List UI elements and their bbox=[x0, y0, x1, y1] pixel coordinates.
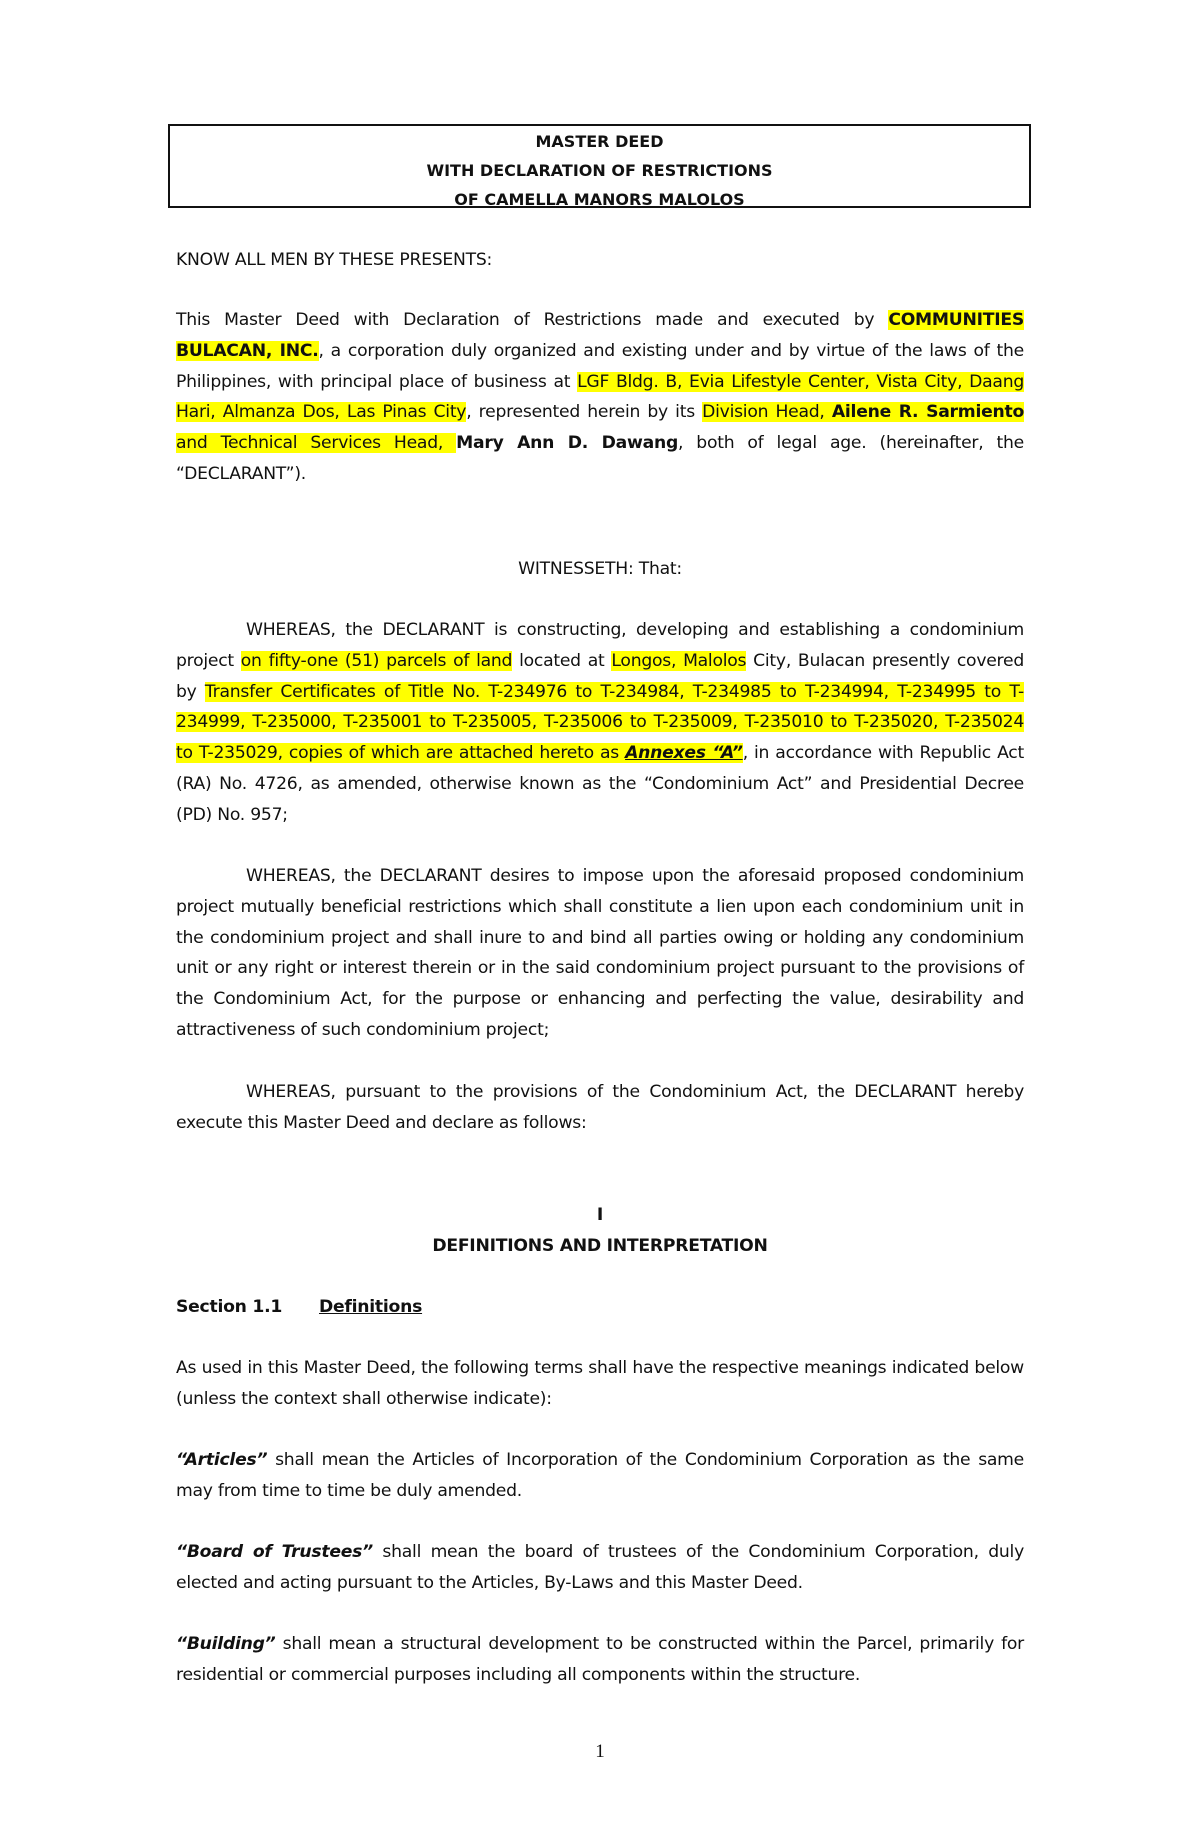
witnesseth-line: WITNESSETH: That: bbox=[518, 559, 682, 579]
article-number: I bbox=[596, 1205, 604, 1225]
definition-term: “Board of Trustees” bbox=[176, 1542, 373, 1562]
section-title: Definitions bbox=[319, 1297, 423, 1317]
parcels-count: on fifty-one (51) parcels of land bbox=[240, 650, 513, 671]
whereas-paragraph-3: WHEREAS, pursuant to the provisions of the Condominium Act, the DECLARANT hereby execute this Master Deed and declare as follows: bbox=[176, 1082, 1024, 1133]
whereas-paragraph-2: WHEREAS, the DECLARANT desires to impose upon the aforesaid proposed condominium project mutually beneficial restrictions which shall constitute a lien upon each condominium unit in the condominium project and shall inure to and bind all parties owing or holding any condominium unit or any right or interest therein or in the said condominium project pursuant to the provisions of the Condominium Act, for the purpose or enhancing and perfecting the value, desirability and attractiveness of such condominium project; bbox=[176, 866, 1024, 1040]
technical-head-label: and Technical Services Head, bbox=[176, 433, 457, 454]
title-line-1: MASTER DEED bbox=[535, 132, 664, 151]
business-address: LGF Bldg. B, Evia Lifestyle Center, Vista City, Daang Hari, Almanza Dos, Las Pinas City bbox=[176, 371, 1024, 423]
definition-term: “Building” bbox=[176, 1634, 276, 1654]
article-title: DEFINITIONS AND INTERPRETATION bbox=[432, 1236, 768, 1256]
intro-paragraph bbox=[176, 305, 1024, 490]
section-heading bbox=[176, 1292, 1024, 1323]
definition-text: shall mean the Articles of Incorporation of the Condominium Corporation as the same may from time to time be duly amended. bbox=[176, 1450, 1024, 1501]
title-line-2: WITH DECLARATION OF RESTRICTIONS bbox=[426, 161, 773, 180]
division-head-name: Ailene R. Sarmiento bbox=[831, 402, 1024, 423]
definition-item bbox=[176, 1629, 1024, 1691]
title-box bbox=[168, 124, 1031, 208]
title-line-3: OF CAMELLA MANORS MALOLOS bbox=[454, 190, 745, 209]
know-all-line: KNOW ALL MEN BY THESE PRESENTS: bbox=[176, 250, 493, 270]
definition-term: “Articles” bbox=[176, 1450, 268, 1470]
page-number: 1 bbox=[595, 1741, 605, 1762]
whereas1-text-1: WHEREAS, the DECLARANT is constructing, developing and establishing a condominium project bbox=[176, 620, 1024, 671]
technical-head-name: Mary Ann D. Dawang bbox=[456, 433, 679, 454]
intro-text-2: , a corporation duly organized and existing under and by virtue of the laws of the Philippines, with principal place of business at bbox=[176, 340, 1024, 392]
definition-item bbox=[176, 1537, 1024, 1599]
definition-text: shall mean a structural development to be constructed within the Parcel, primarily for residential or commercial purposes including all components within the structure. bbox=[176, 1634, 1024, 1685]
whereas-paragraph-1 bbox=[176, 615, 1024, 831]
property-location: Longos, Malolos bbox=[611, 650, 747, 671]
whereas1-text-4: , in accordance with Republic Act (RA) No. 4726, as amended, otherwise known as the “Condominium Act” and Presidential Decree (PD) No. 957; bbox=[176, 743, 1024, 825]
annex-reference: Annexes “A” bbox=[625, 743, 743, 764]
definition-text: shall mean the board of trustees of the Condominium Corporation, duly elected and acting pursuant to the Articles, By-Laws and this Master Deed. bbox=[176, 1542, 1024, 1593]
company-name: COMMUNITIES BULACAN, INC. bbox=[176, 310, 1024, 361]
intro-text-1: This Master Deed with Declaration of Restrictions made and executed by bbox=[176, 310, 889, 330]
transfer-certificates: Transfer Certificates of Title No. T-234976 to T-234984, T-234985 to T-234994, T-234995 to T-234999, T-235000, T-235001 to T-235005, T-235006 to T-235009, T-235010 to T-235020, T-235024 to T-235029, copies of which are attached hereto as bbox=[176, 681, 1025, 764]
division-head-label: Division Head, bbox=[702, 402, 832, 423]
whereas1-text-2: located at bbox=[512, 650, 612, 671]
intro-text-4: , both of legal age. (hereinafter, the “DECLARANT”). bbox=[176, 433, 1024, 484]
section-label: Section 1.1 bbox=[176, 1297, 283, 1317]
definition-item bbox=[176, 1445, 1024, 1507]
intro-text-3: , represented herein by its bbox=[466, 402, 703, 423]
definitions-intro: As used in this Master Deed, the following terms shall have the respective meanings indicated below (unless the context shall otherwise indicate): bbox=[176, 1358, 1024, 1409]
whereas1-text-3: City, Bulacan presently covered by bbox=[176, 650, 1024, 702]
